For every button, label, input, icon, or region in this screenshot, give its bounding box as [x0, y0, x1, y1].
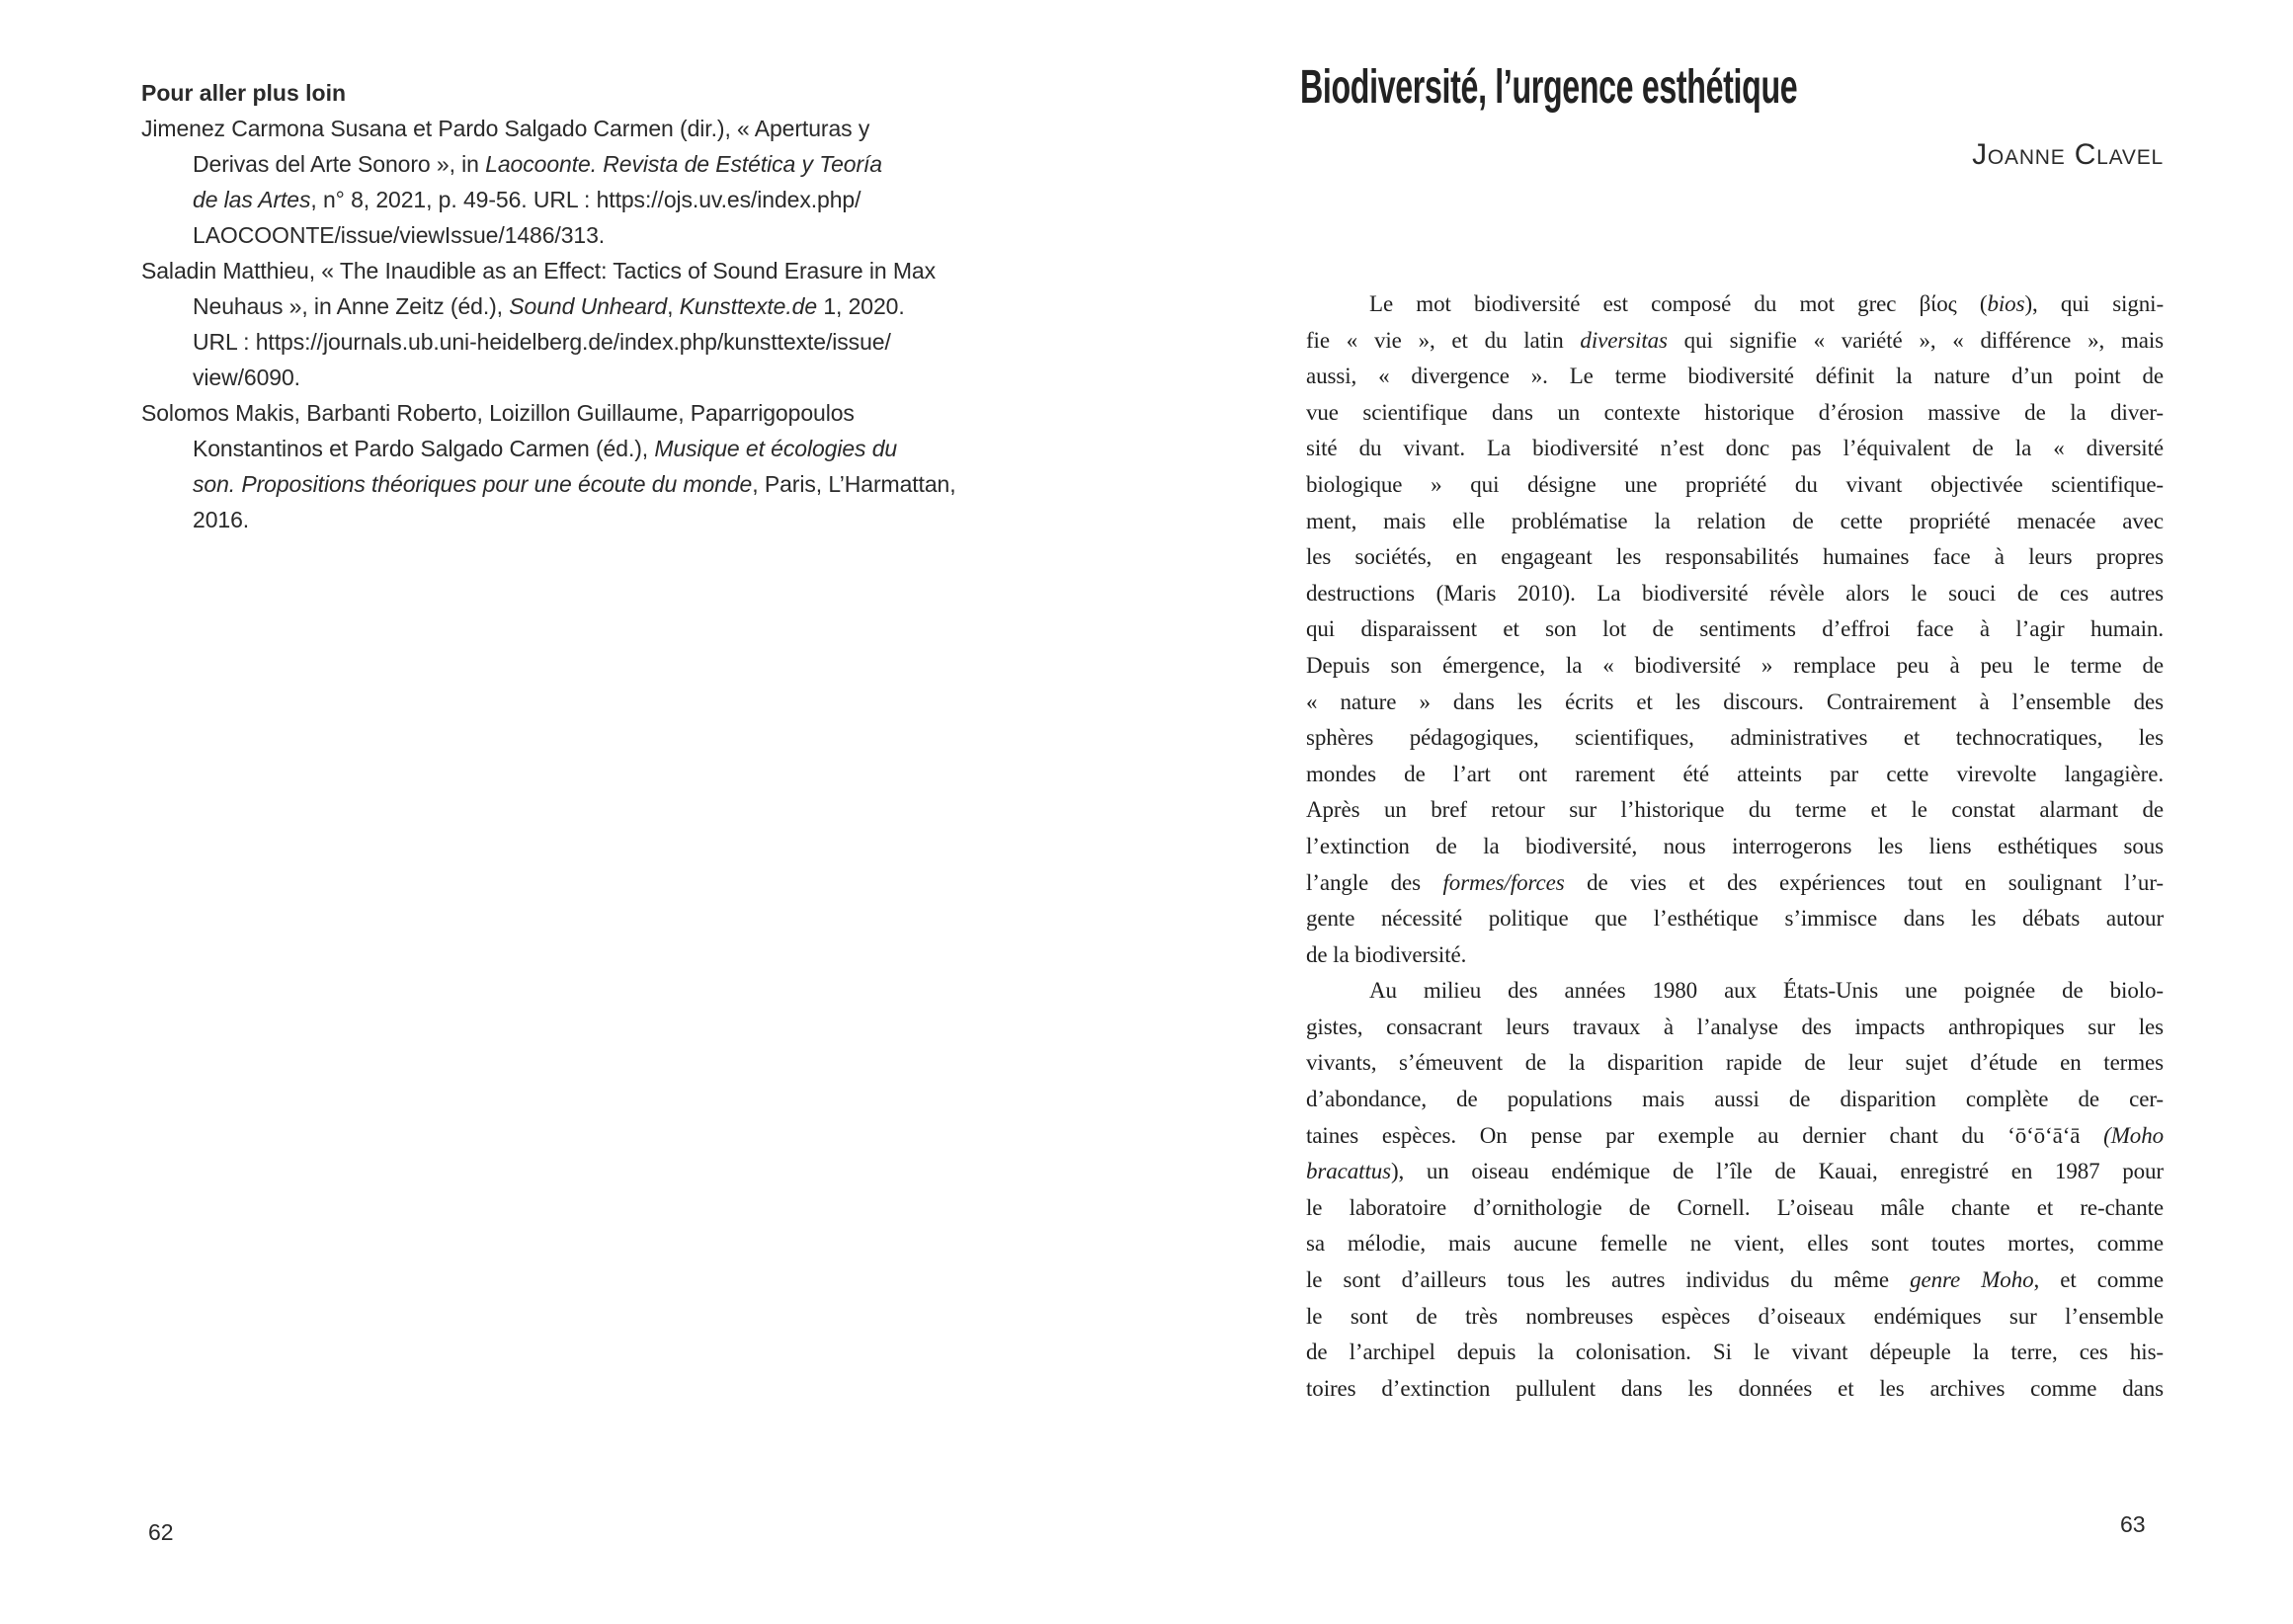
text-line: [141, 182, 1090, 217]
text-span: Solomos Makis, Barbanti Roberto, Loizillon Guillaume, Paparrigopoulos: [141, 400, 855, 426]
text-span: l’angle des: [1306, 869, 1443, 895]
text-line: [1306, 395, 2164, 432]
text-line: [1306, 901, 2164, 937]
text-span: mondes de l’art ont rarement été atteints par cette virevolte langagière.: [1306, 761, 2164, 786]
text-span: view/6090.: [193, 365, 300, 390]
text-span: taines espèces. On pense par exemple au dernier chant du ʻōʻōʻāʻā: [1306, 1122, 2104, 1148]
text-line: [1306, 1082, 2164, 1118]
bibliography-list: [141, 111, 1090, 537]
text-span: Neuhaus », in Anne Zeitz (éd.),: [193, 293, 510, 319]
text-line: [1306, 720, 2164, 757]
text-line: [1306, 685, 2164, 721]
text-line: [1306, 467, 2164, 504]
text-span: toires d’extinction pullulent dans les données et les archives comme dans: [1306, 1375, 2164, 1401]
text-line: [1306, 504, 2164, 540]
text-span: Saladin Matthieu, « The Inaudible as an Effect: Tactics of Sound Erasure in Max: [141, 258, 936, 284]
text-span: « nature » dans les écrits et les discours. Contrairement à l’ensemble des: [1306, 689, 2164, 714]
italic-text: Laocoonte. Revista de Estética y Teoría: [485, 151, 882, 177]
chapter-title: Biodiversité, l’urgence esthétique: [1300, 61, 1798, 114]
text-span: 1, 2020.: [817, 293, 905, 319]
text-line: [1306, 865, 2164, 902]
text-line: [1306, 1226, 2164, 1262]
text-line: [1306, 937, 2164, 974]
text-line: [141, 217, 1090, 253]
text-line: [1306, 1371, 2164, 1408]
text-line: [141, 146, 1090, 182]
bibliography-entry: [141, 395, 1090, 537]
text-line: [1306, 1335, 2164, 1371]
italic-text: formes/forces: [1442, 869, 1565, 895]
text-span: qui signifie « variété », « différence », mais: [1667, 327, 2164, 353]
italic-text: bios: [1987, 291, 2025, 316]
text-line: [1306, 973, 2164, 1010]
page-number-left: 62: [148, 1519, 174, 1545]
text-line: [141, 395, 1090, 431]
text-span: fie « vie », et du latin: [1306, 327, 1581, 353]
text-line: [1306, 323, 2164, 360]
text-span: , et comme: [2033, 1267, 2165, 1293]
text-line: [1306, 539, 2164, 576]
text-line: [1306, 1299, 2164, 1336]
text-line: [1306, 286, 2164, 323]
italic-text: diversitas: [1580, 327, 1668, 353]
text-span: biologique » qui désigne une propriété du vivant objectivée scientifique-: [1306, 471, 2164, 497]
text-span: 2016.: [193, 507, 250, 532]
text-line: [1306, 611, 2164, 648]
body-text: [1306, 286, 2164, 1407]
text-line: [1306, 576, 2164, 612]
text-span: de la biodiversité.: [1306, 941, 1467, 967]
text-line: [1306, 1045, 2164, 1082]
bibliography-section: [141, 75, 1090, 537]
italic-text: bracattus: [1306, 1159, 1391, 1184]
text-span: Au milieu des années 1980 aux États-Unis une poignée de biolo-: [1369, 978, 2164, 1004]
bibliography-entry: [141, 111, 1090, 253]
text-span: gente nécessité politique que l’esthétique s’immisce dans les débats autour: [1306, 906, 2164, 932]
bibliography-entry: [141, 253, 1090, 395]
text-span: Jimenez Carmona Susana et Pardo Salgado Carmen (dir.), « Aperturas y: [141, 116, 870, 141]
text-line: [141, 288, 1090, 324]
text-span: ment, mais elle problématise la relation de cette propriété menacée avec: [1306, 508, 2164, 533]
text-line: [1306, 1118, 2164, 1155]
text-line: [1306, 757, 2164, 793]
text-span: Konstantinos et Pardo Salgado Carmen (éd.),: [193, 436, 655, 461]
text-span: vue scientifique dans un contexte historique d’érosion massive de la diver-: [1306, 399, 2164, 425]
text-span: ), un oiseau endémique de l’île de Kauai, enregistré en 1987 pour: [1391, 1159, 2164, 1184]
bibliography-heading: Pour aller plus loin: [141, 80, 347, 106]
text-line: [141, 502, 1090, 537]
text-line: [1306, 1154, 2164, 1190]
right-page: [1146, 0, 2293, 1624]
text-span: de vies et des expériences tout en soulignant l’ur-: [1564, 869, 2164, 895]
text-span: qui disparaissent et son lot de sentiments d’effroi face à l’agir humain.: [1306, 616, 2164, 642]
text-line: [1306, 829, 2164, 865]
text-span: le laboratoire d’ornithologie de Cornell. L’oiseau mâle chante et re-chante: [1306, 1194, 2164, 1220]
text-span: destructions (Maris 2010). La biodiversité révèle alors le souci de ces autres: [1306, 580, 2164, 606]
author-name: Joanne Clavel: [1972, 138, 2164, 171]
italic-text: Musique et écologies du: [654, 436, 898, 461]
italic-text: de las Artes: [193, 187, 311, 212]
text-line: [141, 431, 1090, 466]
italic-text: Kunsttexte.de: [679, 293, 818, 319]
text-line: [141, 360, 1090, 395]
left-page: [0, 0, 1146, 1624]
text-span: Depuis son émergence, la « biodiversité » remplace peu à peu le terme de: [1306, 652, 2164, 678]
text-span: gistes, consacrant leurs travaux à l’analyse des impacts anthropiques sur les: [1306, 1014, 2164, 1039]
text-span: l’extinction de la biodiversité, nous interrogerons les liens esthétiques sous: [1306, 833, 2164, 858]
text-span: ), qui signi-: [2024, 291, 2165, 316]
text-span: le sont d’ailleurs tous les autres individus du même: [1306, 1267, 1911, 1293]
text-span: sité du vivant. La biodiversité n’est donc pas l’équivalent de la « diversité: [1306, 436, 2164, 461]
text-line: [141, 466, 1090, 502]
text-span: vivants, s’émeuvent de la disparition rapide de leur sujet d’étude en termes: [1306, 1050, 2164, 1076]
italic-text: son. Propositions théoriques pour une écoute du monde: [193, 471, 753, 497]
text-span: Le mot biodiversité est composé du mot grec βίος (: [1369, 291, 1988, 316]
text-span: le sont de très nombreuses espèces d’oiseaux endémiques sur l’ensemble: [1306, 1303, 2164, 1329]
page-number-right: 63: [2120, 1511, 2146, 1537]
italic-text: genre Moho: [1910, 1267, 2034, 1293]
italic-text: (Moho: [2103, 1122, 2164, 1148]
italic-text: Sound Unheard: [509, 293, 668, 319]
text-line: [141, 253, 1090, 288]
text-span: sa mélodie, mais aucune femelle ne vient, elles sont toutes mortes, comme: [1306, 1231, 2164, 1257]
text-line: [1306, 431, 2164, 467]
text-line: [1306, 1262, 2164, 1299]
text-span: LAOCOONTE/issue/viewIssue/1486/313.: [193, 222, 606, 248]
text-line: [1306, 792, 2164, 829]
text-span: URL : https://journals.ub.uni-heidelberg.de/index.php/kunsttexte/issue/: [193, 329, 891, 355]
text-line: [141, 111, 1090, 146]
text-span: , Paris, L’Harmattan,: [752, 471, 956, 497]
text-line: [1306, 1010, 2164, 1046]
text-span: Derivas del Arte Sonoro », in: [193, 151, 486, 177]
text-span: ,: [667, 293, 680, 319]
text-span: d’abondance, de populations mais aussi de disparition complète de cer-: [1306, 1087, 2164, 1112]
text-span: les sociétés, en engageant les responsabilités humaines face à leurs propres: [1306, 544, 2164, 570]
text-line: [1306, 1190, 2164, 1227]
text-span: aussi, « divergence ». Le terme biodiversité définit la nature d’un point de: [1306, 364, 2164, 389]
paragraph: [1306, 286, 2164, 973]
text-span: sphères pédagogiques, scientifiques, administratives et technocratiques, les: [1306, 725, 2164, 751]
text-line: [1306, 648, 2164, 685]
paragraph: [1306, 973, 2164, 1407]
text-line: [1306, 359, 2164, 395]
text-line: [141, 324, 1090, 360]
text-span: de l’archipel depuis la colonisation. Si le vivant dépeuple la terre, ces his-: [1306, 1340, 2164, 1365]
text-span: Après un bref retour sur l’historique du terme et le constat alarmant de: [1306, 797, 2164, 823]
text-span: , n° 8, 2021, p. 49-56. URL : https://ojs.uv.es/index.php/: [310, 187, 861, 212]
